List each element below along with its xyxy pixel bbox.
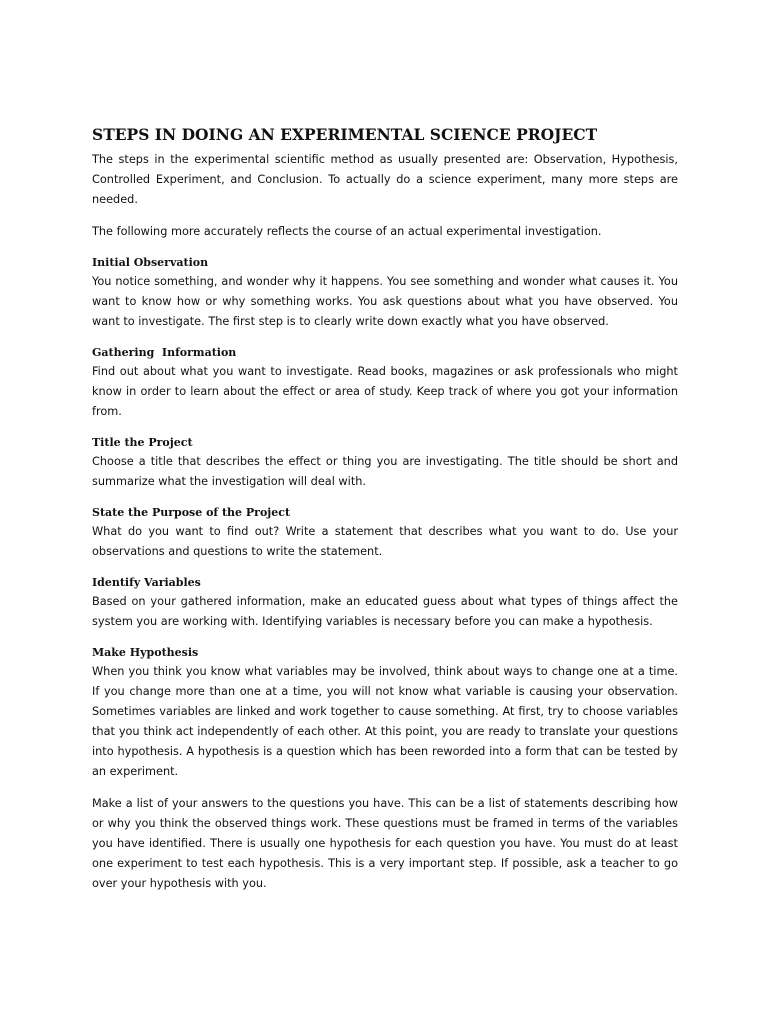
section-heading: State the Purpose of the Project bbox=[92, 506, 291, 519]
lead-paragraph: The following more accurately reflects the course of an actual experimental investigation. bbox=[92, 225, 602, 238]
section-body: Based on your gathered information, make an educated guess about what types of things affect the system you are working with. Identifying variables is necessary before you can make a hypothesis. bbox=[92, 595, 678, 628]
section-gathering-information bbox=[92, 344, 678, 422]
section-identify-variables bbox=[92, 574, 678, 632]
intro-paragraph: The steps in the experimental scientific method as usually presented are: Observation, Hypothesis, Controlled Experiment, and Conclusion. To actually do a science experiment, many more steps are needed. bbox=[92, 153, 678, 206]
section-state-purpose bbox=[92, 504, 678, 562]
document-page bbox=[92, 124, 678, 894]
section-heading: Title the Project bbox=[92, 436, 193, 449]
section-body: Find out about what you want to investigate. Read books, magazines or ask professionals who might know in order to learn about the effect or area of study. Keep track of where you got your information from. bbox=[92, 365, 678, 418]
closing-paragraph: Make a list of your answers to the questions you have. This can be a list of statements describing how or why you think the observed things work. These questions must be framed in terms of the variables you have identified. There is usually one hypothesis for each question you have. You must do at least one experiment to test each hypothesis. This is a very important step. If possible, ask a teacher to go over your hypothesis with you. bbox=[92, 797, 678, 890]
section-body: You notice something, and wonder why it happens. You see something and wonder what causes it. You want to know how or why something works. You ask questions about what you have observed. You want to investigate. The first step is to clearly write down exactly what you have observed. bbox=[92, 275, 678, 328]
section-heading: Gathering Information bbox=[92, 346, 237, 359]
section-initial-observation bbox=[92, 254, 678, 332]
section-heading: Make Hypothesis bbox=[92, 646, 199, 659]
section-heading: Initial Observation bbox=[92, 256, 209, 269]
section-body: When you think you know what variables may be involved, think about ways to change one at a time. If you change more than one at a time, you will not know what variable is causing your observation. Sometimes variables are linked and work together to cause something. At first, try to choose variables that you think act independently of each other. At this point, you are ready to translate your questions into hypothesis. A hypothesis is a question which has been reworded into a form that can be tested by an experiment. bbox=[92, 665, 678, 778]
section-make-hypothesis bbox=[92, 644, 678, 782]
section-title-the-project bbox=[92, 434, 678, 492]
section-body: Choose a title that describes the effect or thing you are investigating. The title should be short and summarize what the investigation will deal with. bbox=[92, 455, 678, 488]
section-body: What do you want to find out? Write a statement that describes what you want to do. Use your observations and questions to write the statement. bbox=[92, 525, 678, 558]
section-heading: Identify Variables bbox=[92, 576, 201, 589]
document-title: STEPS IN DOING AN EXPERIMENTAL SCIENCE PROJECT bbox=[92, 125, 598, 144]
